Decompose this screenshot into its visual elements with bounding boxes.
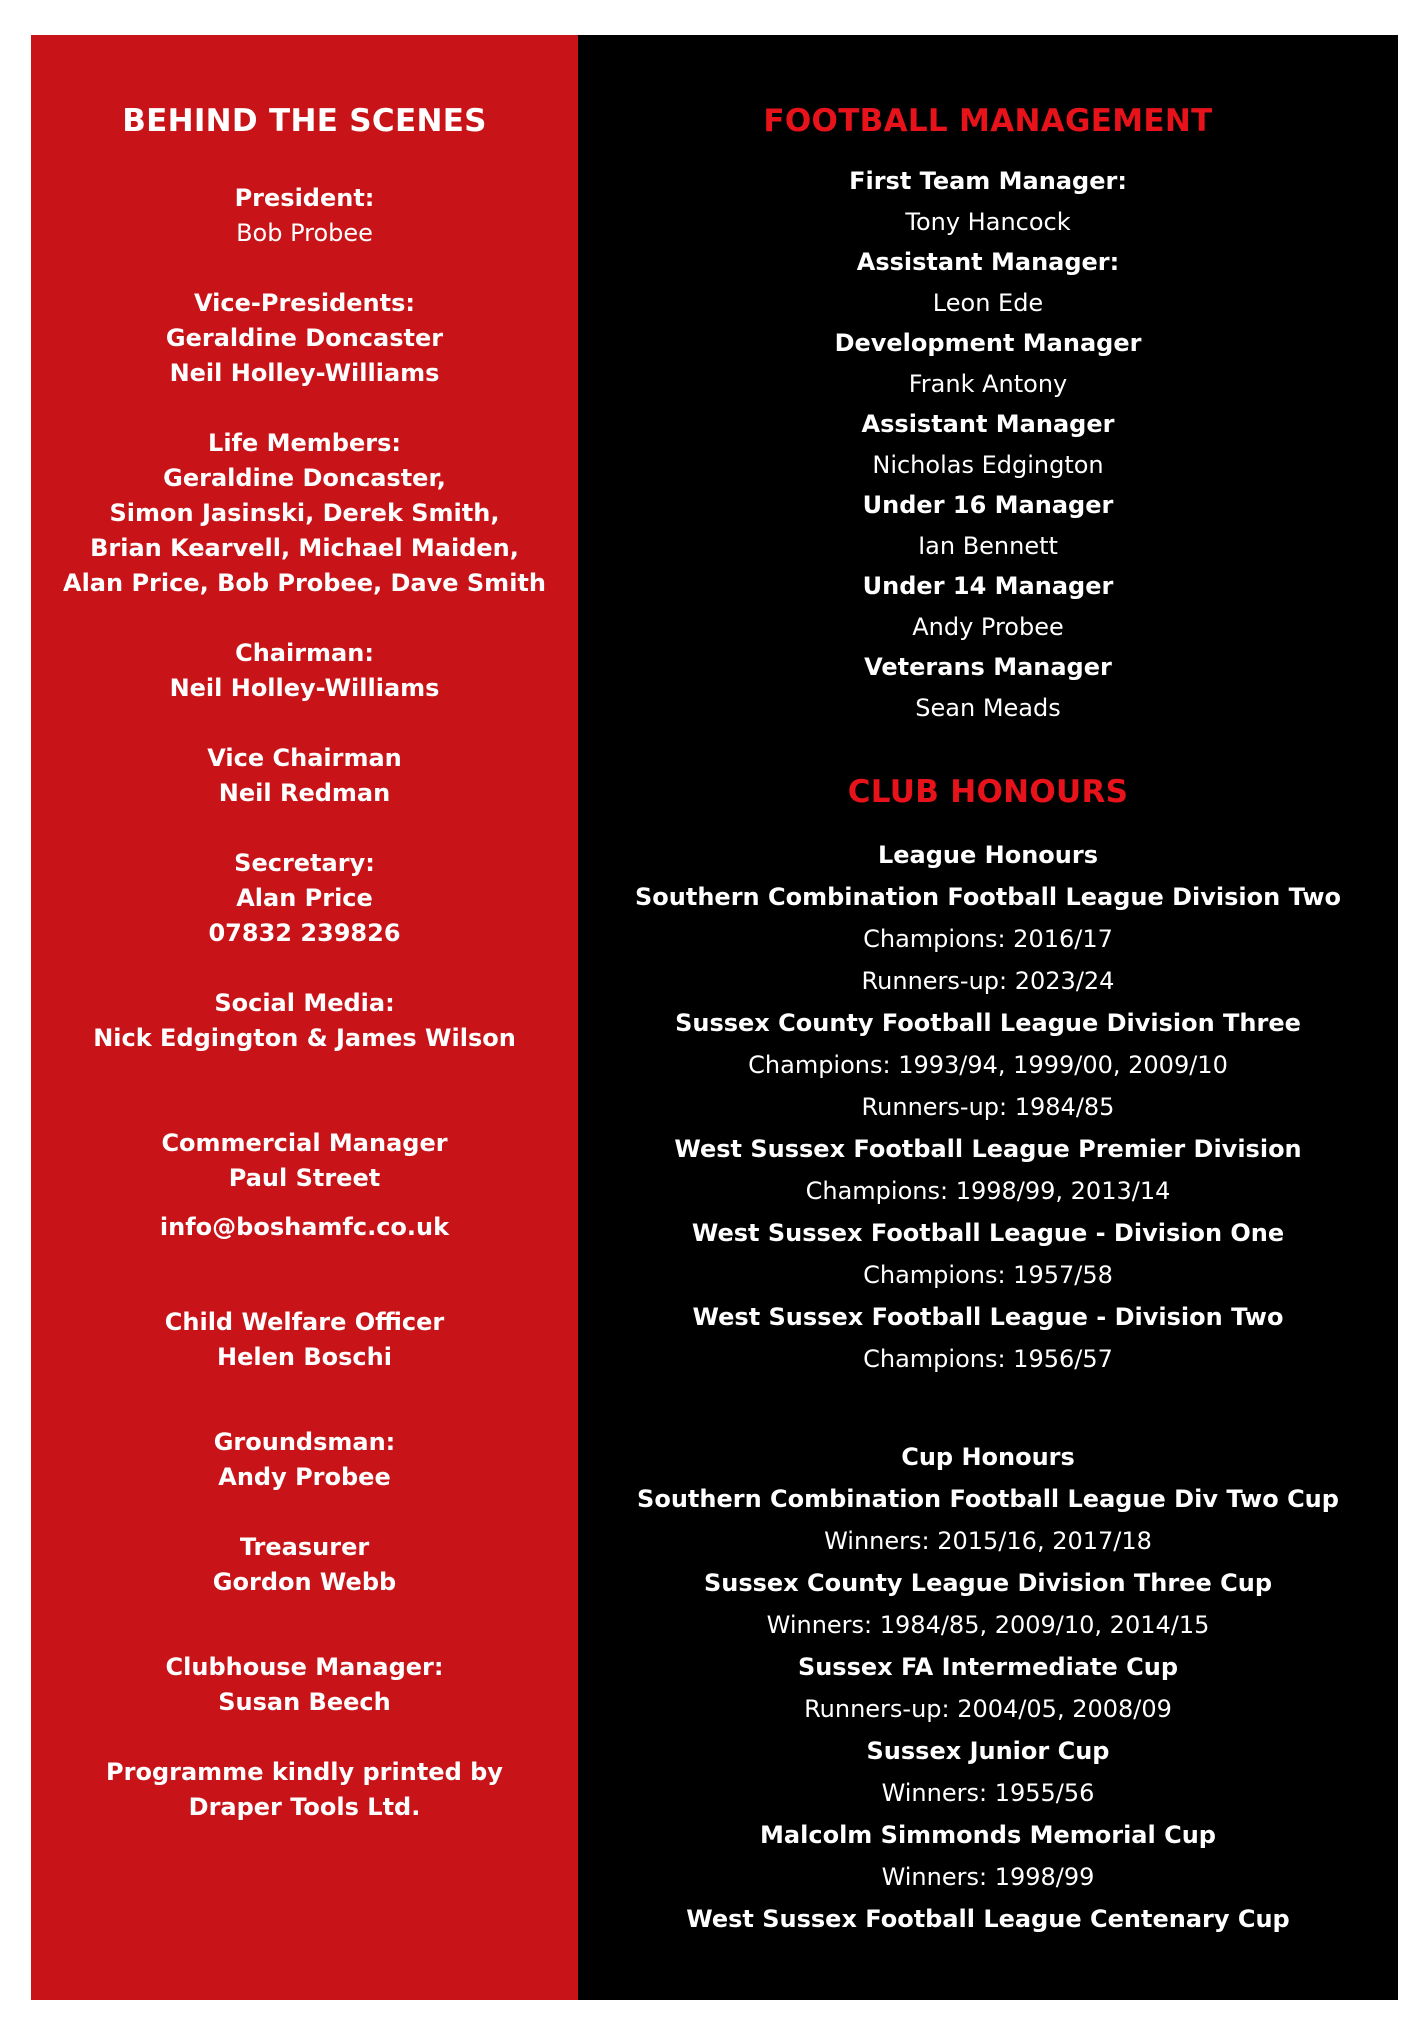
cup-honours-list [578, 1436, 1398, 1940]
life-members-label: Life Members: [208, 429, 401, 457]
life-members-line: Simon Jasinski, Derek Smith, [109, 499, 500, 527]
vice-presidents-label: Vice-Presidents: [194, 289, 415, 317]
life-members-line: Geraldine Doncaster, [163, 464, 446, 492]
behind-the-scenes-panel [31, 35, 578, 2000]
clubhouse-manager-name: Susan Beech [218, 1688, 391, 1716]
behind-the-scenes-column [31, 101, 578, 1825]
commercial-manager-group [31, 1126, 578, 1245]
league-honours-list [578, 834, 1398, 1380]
management-name: Leon Ede [932, 288, 1044, 317]
honour-competition: West Sussex Football League - Division One [691, 1219, 1285, 1247]
management-role: Under 16 Manager [862, 491, 1114, 519]
honour-result: Runners-up: 2023/24 [861, 967, 1115, 995]
child-welfare-label: Child Welfare Officer [164, 1308, 445, 1336]
president-label: President: [234, 184, 375, 212]
management-role: Assistant Manager [861, 410, 1115, 438]
honour-competition: Sussex County League Division Three Cup [703, 1569, 1272, 1597]
social-media-group [31, 986, 578, 1056]
programme-page [31, 35, 1398, 2000]
honour-result: Winners: 1998/99 [881, 1863, 1095, 1891]
management-role: Development Manager [834, 329, 1142, 357]
honour-result: Runners-up: 1984/85 [861, 1093, 1115, 1121]
honour-result: Champions: 2016/17 [863, 925, 1113, 953]
secretary-phone: 07832 239826 [208, 919, 401, 947]
groundsman-name: Andy Probee [218, 1463, 391, 1491]
commercial-manager-label: Commercial Manager [161, 1129, 448, 1157]
management-name: Tony Hancock [905, 207, 1071, 236]
president-name: Bob Probee [236, 219, 373, 247]
behind-the-scenes-heading: BEHIND THE SCENES [122, 103, 487, 139]
honour-competition: Sussex County Football League Division Three [675, 1009, 1301, 1037]
honour-result: Champions: 1998/99, 2013/14 [805, 1177, 1171, 1205]
honour-result: Winners: 1984/85, 2009/10, 2014/15 [766, 1611, 1210, 1639]
honour-result: Champions: 1957/58 [863, 1261, 1113, 1289]
treasurer-label: Treasurer [239, 1533, 370, 1561]
management-role: First Team Manager: [849, 167, 1127, 195]
treasurer-name: Gordon Webb [212, 1568, 397, 1596]
life-members-line: Brian Kearvell, Michael Maiden, [90, 534, 519, 562]
management-role: Under 14 Manager [862, 572, 1114, 600]
commercial-manager-name: Paul Street [228, 1164, 381, 1192]
child-welfare-group [31, 1305, 578, 1375]
vice-chairman-name: Neil Redman [218, 779, 391, 807]
vice-president-name: Geraldine Doncaster [165, 324, 444, 352]
vice-chairman-group [31, 741, 578, 811]
honour-result: Champions: 1993/94, 1999/00, 2009/10 [748, 1051, 1228, 1079]
commercial-email: info@boshamfc.co.uk [159, 1213, 450, 1241]
secretary-group [31, 846, 578, 951]
treasurer-group [31, 1530, 578, 1600]
honour-competition: West Sussex Football League Premier Division [674, 1135, 1302, 1163]
chairman-label: Chairman: [235, 639, 374, 667]
club-honours-heading: CLUB HONOURS [847, 774, 1129, 810]
clubhouse-manager-label: Clubhouse Manager: [165, 1653, 444, 1681]
honour-competition: West Sussex Football League - Division Two [692, 1303, 1284, 1331]
chairman-group [31, 636, 578, 706]
social-media-label: Social Media: [214, 989, 395, 1017]
child-welfare-name: Helen Boschi [217, 1343, 392, 1371]
management-name: Sean Meads [915, 693, 1061, 722]
printed-by-line: Draper Tools Ltd. [188, 1793, 421, 1821]
printed-by-line: Programme kindly printed by [106, 1758, 503, 1786]
football-management-section [578, 101, 1398, 728]
cup-honours-heading: Cup Honours [901, 1443, 1075, 1471]
management-name: Ian Bennett [918, 531, 1058, 560]
honour-competition: Southern Combination Football League Div Two Cup [637, 1485, 1339, 1513]
management-role: Veterans Manager [864, 653, 1112, 681]
life-members-line: Alan Price, Bob Probee, Dave Smith [63, 569, 546, 597]
honour-result: Runners-up: 2004/05, 2008/09 [804, 1695, 1172, 1723]
honour-competition: Southern Combination Football League Division Two [635, 883, 1341, 911]
clubhouse-manager-group [31, 1650, 578, 1720]
management-list [578, 161, 1398, 728]
honour-competition: Sussex Junior Cup [866, 1737, 1110, 1765]
printed-by-group [31, 1755, 578, 1825]
management-name: Frank Antony [908, 369, 1068, 398]
honour-result: Winners: 2015/16, 2017/18 [824, 1527, 1152, 1555]
honour-result: Winners: 1955/56 [881, 1779, 1095, 1807]
groundsman-label: Groundsman: [213, 1428, 396, 1456]
secretary-name: Alan Price [236, 884, 373, 912]
life-members-group [31, 426, 578, 601]
football-management-heading: FOOTBALL MANAGEMENT [763, 103, 1213, 139]
groundsman-group [31, 1425, 578, 1495]
management-name: Andy Probee [912, 612, 1064, 641]
president-group [31, 181, 578, 251]
right-panel [578, 35, 1398, 2000]
management-name: Nicholas Edgington [872, 450, 1104, 479]
vice-chairman-label: Vice Chairman [207, 744, 402, 772]
management-role: Assistant Manager: [856, 248, 1120, 276]
honour-competition: Sussex FA Intermediate Cup [797, 1653, 1179, 1681]
honour-competition: Malcolm Simmonds Memorial Cup [760, 1821, 1216, 1849]
honour-competition: West Sussex Football League Centenary Cup [686, 1905, 1290, 1933]
vice-presidents-group [31, 286, 578, 391]
social-media-names: Nick Edgington & James Wilson [93, 1024, 516, 1052]
chairman-name: Neil Holley-Williams [169, 674, 440, 702]
league-honours-heading: League Honours [877, 841, 1099, 869]
secretary-label: Secretary: [234, 849, 375, 877]
honour-result: Champions: 1956/57 [863, 1345, 1113, 1373]
club-honours-section [578, 772, 1398, 1940]
vice-president-name: Neil Holley-Williams [169, 359, 440, 387]
